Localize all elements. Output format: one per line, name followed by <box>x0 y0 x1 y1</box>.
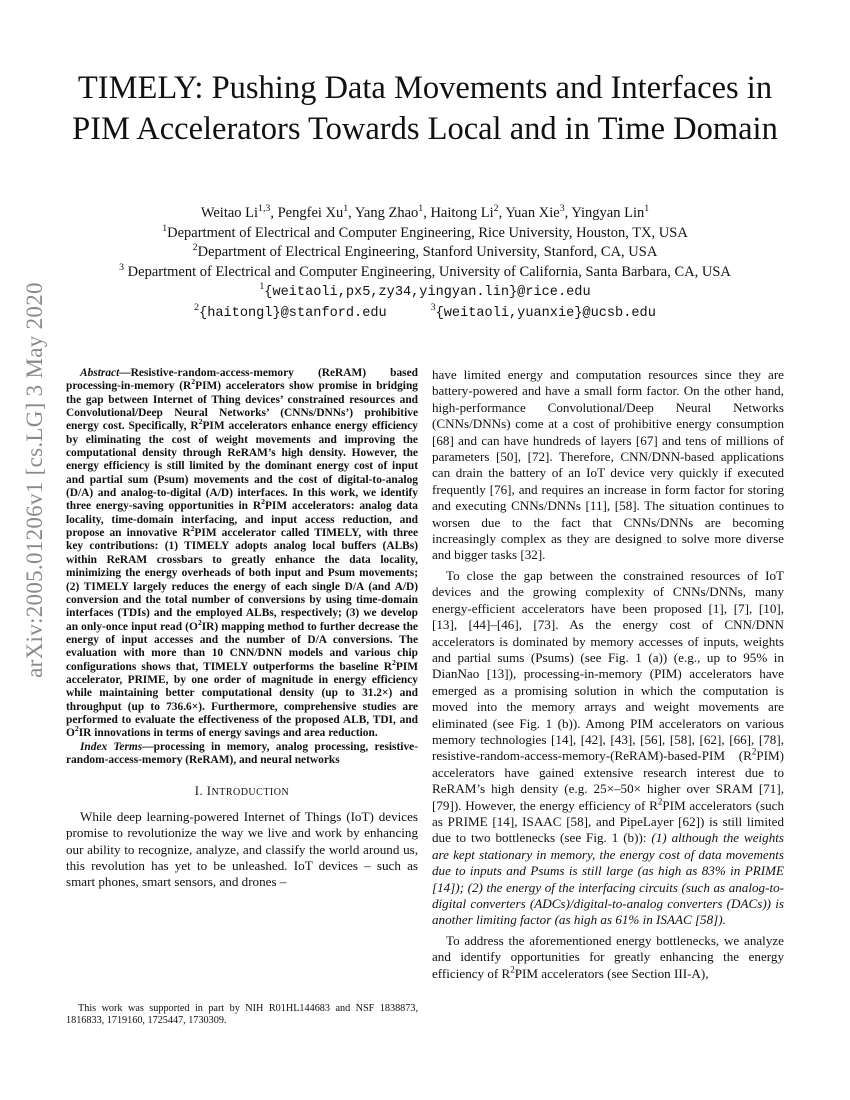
body-paragraph: To address the aforementioned energy bottlenecks, we analyze and identify opportunities for greatly enhancing the energy efficiency of $R^2PIM$ accelerators (see Section III-A), <box>432 932 784 981</box>
arxiv-identifier <box>14 282 56 678</box>
index-terms: Index Terms—processing in memory, analog processing, resistive-random-access-memory (ReRAM), and neural networks <box>66 740 418 766</box>
intro-paragraph: While deep learning-powered Internet of Things (IoT) devices promise to revolutionize the way we live and work by enhancing our ability to recognize, analyze, and classify the world around us, this revolution has yet to be unleashed. IoT devices – such as smart phones, smart sensors, and drones – <box>66 808 418 890</box>
author-names: Weitao Li$^{1,3}$, Pengfei Xu$^1$, Yang Zhao$^1$, Haitong Li$^2$, Yuan Xie$^3$, Yingyan Lin$^1$ <box>200 203 650 221</box>
affiliation-mark: 3 <box>559 203 565 215</box>
affiliation-3: $^3$ Department of Electrical and Computer Engineering, University of California, Santa Barbara, CA, USA <box>119 261 731 280</box>
email-line-2: $^2${haitongl}@stanford.edu $^3${weitaoli,yuanxie}@ucsb.edu <box>194 301 656 321</box>
affiliation-mark: 1,3 <box>258 203 271 215</box>
abstract: Abstract—Resistive-random-access-memory (ReRAM) based processing-in-memory $(R^2PIM)$ accelerators show promise in bridging the gap between Internet of Thing devices’ constrained resources and Convolutional/Deep Neural Networks’ (CNNs/DNNs’) prohibitive energy cost. Specifically, $R^2PIM$ accelerators enhance energy efficiency by eliminating the cost of weight movements and improving the computational density through ReRAM’s high density. However, the energy efficiency is still limited by the dominant energy cost of input and partial sum (Psum) movements and the cost of digital-to-analog (D/A) and analog-to-digital (A/D) interfaces. In this work, we identify three energy-saving opportunities in $R^2PIM$ accelerators: analog data locality, time-domain interfacing, and input access reduction, and propose an innovative $R^2PIM$ accelerator called TIMELY, with three key contributions: (1) TIMELY adopts analog local buffers (ALBs) within ReRAM crossbars to greatly enhance the data locality, minimizing the energy overheads of both input and Psum movements; (2) TIMELY largely reduces the energy of each single D/A (and A/D) conversion and the total number of conversions by using time-domain interfaces (TDIs) and the employed ALBs, respectively; (3) we develop an only-once input read $(O^2IR)$ mapping method to further decrease the energy of input accesses and the number of D/A conversions. The evaluation with more than 10 CNN/DNN models and various chip configurations shows that, TIMELY outperforms the baseline $R^2PIM$ accelerator, PRIME, by one order of magnitude in energy efficiency while maintaining better computational density (up to 31.2×) and throughput (up to 736.6×). Furthermore, comprehensive studies are performed to evaluate the effectiveness of the proposed ALB, TDI, and $O^2IR$ innovations in terms of energy savings and area reduction. <box>66 367 418 740</box>
body-paragraph: have limited energy and computation resources since they are battery-powered and have a small form factor. On the other hand, high-performance Convolutional/Deep Neural Networks (CNNs/DNNs) come at a cost of prohibitive energy consumption [68] and can have hundreds of layers [67] and tens of millions of parameters [50], [72]. Therefore, CNN/DNN-based applications can drain the battery of an IoT device very quickly if executed frequently [76], and requires an increase in form factor for storing and executing CNNs/DNNs [11], [58]. The situation continues to worsen due to the fact that CNNs/DNNs are becoming increasingly complex as they are designed to solve more diverse and bigger tasks [32]. <box>432 367 784 563</box>
author-name: Pengfei Xu <box>277 205 344 221</box>
arxiv-id-text: arXiv:2005.01206v1 [cs.LG] 3 May 2020 <box>22 282 47 678</box>
section-title: INTRODUCTION <box>206 784 290 799</box>
affiliation-2: $^2$Department of Electrical Engineering, Stanford University, Stanford, CA, USA <box>192 242 658 260</box>
bottleneck-emphasis: (1) although the weights are kept stationary in memory, the energy cost of data movements due to inputs and Psums is still large (as high as 83% in PRIME [14]); (2) the energy of the interfacing circuits (such as analog-to-digital converters (ADCs)/digital-to-analog converters (DACs)) is another limiting factor (as high as 61% in ISAAC [58]). <box>432 830 784 928</box>
affiliation-mark: 1 <box>644 203 650 215</box>
affiliation-mark: 1 <box>343 203 349 215</box>
email-ucsb: {weitaoli,yuanxie}@ucsb.edu <box>435 305 656 321</box>
author-name: Yuan Xie <box>505 205 560 221</box>
footnote: This work was supported in part by NIH R01HL144683 and NSF 1838873, 1816833, 1719160, 1725447, 1730309. <box>66 1003 418 1027</box>
affiliation-mark: 2 <box>493 203 499 215</box>
section-heading-introduction <box>66 783 418 801</box>
affiliation-mark: 1 <box>418 203 424 215</box>
left-column <box>66 367 418 891</box>
body-paragraph: To close the gap between the constrained resources of IoT devices and the growing complexity of CNNs/DNNs, many energy-efficient accelerators have been proposed [1], [7], [10], [13], [44]–[46], [73]. As the energy cost of CNN/DNN accelerators is dominated by memory accesses of inputs, weights and partial sums (Psums) (see Fig. 1 (a)) (e.g., up to 95% in DianNao [13]), processing-in-memory (PIM) accelerators have emerged as a promising solution in which the computation is moved into the memory arrays and weight movements are eliminated (see Fig. 1 (b)). Among PIM accelerators on various memory technologies [14], [42], [43], [56], [58], [62], [66], [78], resistive-random-access-memory-(ReRAM)-based-PIM $(R^2PIM)$ accelerators have gained extensive research interest due to ReRAM’s high density (e.g. 25×–50× higher over SRAM [71], [79]). However, the energy efficiency of $R^2PIM$ accelerators (such as PRIME [14], ISAAC [58], and PipeLayer [62]) is still limited due to two bottlenecks (see Fig. 1 (b)): (1) although the weights are kept stationary in memory, the energy cost of data movements due to inputs and Psums is still large (as high as 83% in PRIME [14]); (2) the energy of the interfacing circuits (such as analog-to-digital converters (ADCs)/digital-to-analog converters (DACs)) is another limiting factor (as high as 61% in ISAAC [58]). <box>432 567 785 928</box>
index-terms-label: Index Terms <box>80 740 143 753</box>
email-stanford: {haitongl}@stanford.edu <box>199 305 387 321</box>
author-name: Weitao Li <box>200 205 259 221</box>
author-name: Haitong Li <box>430 205 494 221</box>
abstract-label: Abstract <box>80 367 120 379</box>
author-block <box>60 204 790 323</box>
email-rice: {weitaoli,px5,zy34,yingyan.lin}@rice.edu <box>264 285 591 300</box>
abstract-text: Resistive-random-access-memory (ReRAM) based processing-in-memory $(R^2PIM)$ accelerators show promise in bridging the gap between Internet of Thing devices’ constrained resources and Convolutional/Deep Neural Networks’ (CNNs/DNNs’) prohibitive energy cost. Specifically, $R^2PIM$ accelerators enhance energy efficiency by eliminating the cost of weight movements and improving the computational density through ReRAM’s high density. However, the energy efficiency is still limited by the dominant energy cost of input and partial sum (Psum) movements and the cost of digital-to-analog (D/A) and analog-to-digital (A/D) interfaces. In this work, we identify three energy-saving opportunities in $R^2PIM$ accelerators: analog data locality, time-domain interfacing, and input access reduction, and propose an innovative $R^2PIM$ accelerator called TIMELY, with three key contributions: (1) TIMELY adopts analog local buffers (ALBs) within ReRAM crossbars to greatly enhance the data locality, minimizing the energy overheads of both input and Psum movements; (2) TIMELY largely reduces the energy of each single D/A (and A/D) conversion and the total number of conversions by using time-domain interfaces (TDIs) and the employed ALBs, respectively; (3) we develop an only-once input read $(O^2IR)$ mapping method to further decrease the energy of input accesses and the number of D/A conversions. The evaluation with more than 10 CNN/DNN models and various chip configurations shows that, TIMELY outperforms the baseline $R^2PIM$ accelerator, PRIME, by one order of magnitude in energy efficiency while maintaining better computational density (up to 31.2×) and throughput (up to 736.6×). Furthermore, comprehensive studies are performed to evaluate the effectiveness of the proposed ALB, TDI, and $O^2IR$ innovations in terms of energy savings and area reduction. <box>66 367 418 740</box>
author-name: Yang Zhao <box>354 205 419 221</box>
index-terms-text: processing in memory, analog processing, resistive-random-access-memory (ReRAM), and neural networks <box>66 740 418 766</box>
section-number: I. <box>194 784 204 799</box>
right-column <box>432 367 784 982</box>
affiliation-1: $^1$Department of Electrical and Computer Engineering, Rice University, Houston, TX, USA <box>162 222 688 241</box>
author-name: Yingyan Lin <box>571 205 645 221</box>
paper-title: TIMELY: Pushing Data Movements and Interfaces in PIM Accelerators Towards Local and in Time Domain <box>72 70 778 147</box>
email-line-1: $^1${weitaoli,px5,zy34,yingyan.lin}@rice.edu <box>259 281 591 300</box>
